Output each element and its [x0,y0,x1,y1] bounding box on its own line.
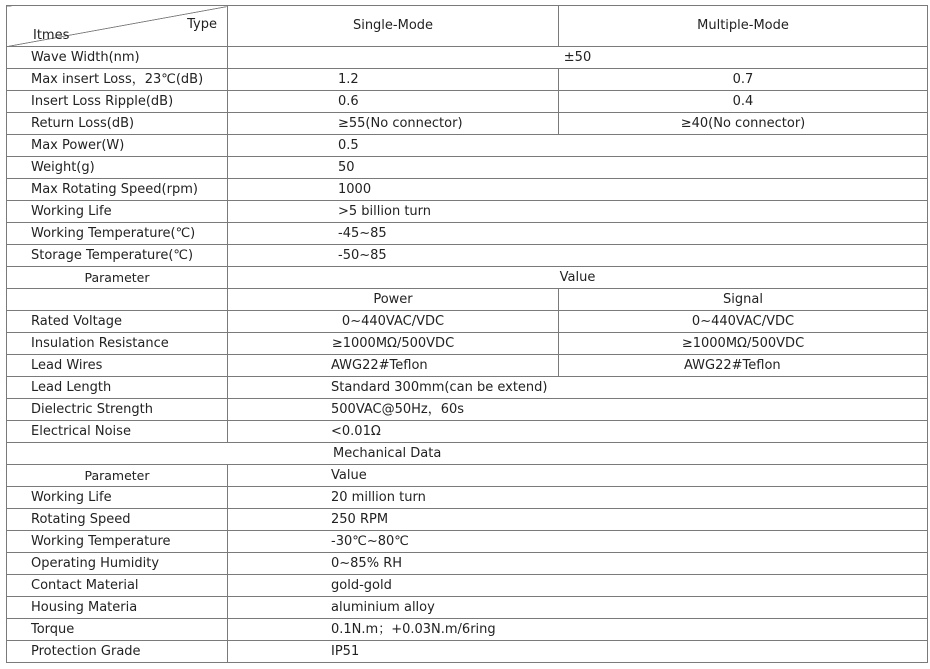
mechanical-section-title: Mechanical Data [7,443,928,465]
row-label: Max insert Loss，23℃(dB) [7,69,228,91]
table-row [7,179,928,201]
signal-value: ≥1000MΩ/500VDC [559,333,928,355]
single-mode-value: 1.2 [228,69,559,91]
row-label: Electrical Noise [7,421,228,443]
type-header-label: Type [187,17,217,32]
items-header-label: Itmes [33,28,70,43]
row-label: Wave Width(nm) [7,47,228,69]
row-value: IP51 [228,641,928,663]
row-value: Standard 300mm(can be extend) [228,377,928,399]
table-row [7,619,928,641]
row-label: Insert Loss Ripple(dB) [7,91,228,113]
multi-mode-header: Multiple-Mode [559,6,928,47]
table-row [7,333,928,355]
table-row [7,201,928,223]
electrical-subheader-row [7,289,928,311]
row-label: Protection Grade [7,641,228,663]
single-mode-value: ≥55(No connector) [228,113,559,135]
header-diagonal-cell [7,6,228,47]
multi-mode-value: 0.7 [559,69,928,91]
row-value: gold-gold [228,575,928,597]
row-value: -50~85 [228,245,928,267]
electrical-header-row [7,267,928,289]
table-row [7,311,928,333]
value-header: Value [228,267,928,289]
table-row [7,157,928,179]
spec-table-container [6,5,927,663]
table-row [7,91,928,113]
signal-value: AWG22#Teflon [559,355,928,377]
table-row [7,575,928,597]
table-row [7,641,928,663]
power-header: Power [228,289,559,311]
table-row [7,399,928,421]
row-value: 500VAC@50Hz，60s [228,399,928,421]
signal-header: Signal [559,289,928,311]
single-mode-value: 0.6 [228,91,559,113]
row-label: Housing Materia [7,597,228,619]
table-row [7,553,928,575]
mechanical-header-row [7,465,928,487]
row-label: Storage Temperature(℃) [7,245,228,267]
table-row [7,531,928,553]
table-row [7,113,928,135]
row-value: 50 [228,157,928,179]
row-label: Working Temperature [7,531,228,553]
row-label: Working Life [7,487,228,509]
row-label: Working Life [7,201,228,223]
table-header-row [7,6,928,47]
row-value: ±50 [228,47,928,69]
multi-mode-value: ≥40(No connector) [559,113,928,135]
row-value: aluminium alloy [228,597,928,619]
row-label: Rotating Speed [7,509,228,531]
table-row [7,421,928,443]
row-label: Lead Wires [7,355,228,377]
row-label: Working Temperature(℃) [7,223,228,245]
single-mode-header: Single-Mode [228,6,559,47]
row-label: Rated Voltage [7,311,228,333]
row-value: 20 million turn [228,487,928,509]
row-label: Torque [7,619,228,641]
row-label: Operating Humidity [7,553,228,575]
row-value: >5 billion turn [228,201,928,223]
row-value: -30℃~80℃ [228,531,928,553]
row-value: 0.1N.m；+0.03N.m/6ring [228,619,928,641]
table-row [7,223,928,245]
row-value: -45~85 [228,223,928,245]
signal-value: 0~440VAC/VDC [559,311,928,333]
table-row [7,135,928,157]
row-label: Contact Material [7,575,228,597]
row-label: Dielectric Strength [7,399,228,421]
specification-table [6,5,928,663]
power-value: AWG22#Teflon [228,355,559,377]
table-row [7,597,928,619]
table-row [7,509,928,531]
row-value: 250 RPM [228,509,928,531]
row-label: Weight(g) [7,157,228,179]
mechanical-title-row [7,443,928,465]
table-row [7,377,928,399]
row-label: Lead Length [7,377,228,399]
power-value: ≥1000MΩ/500VDC [228,333,559,355]
row-label: Return Loss(dB) [7,113,228,135]
value-header: Value [228,465,928,487]
row-label: Max Power(W) [7,135,228,157]
multi-mode-value: 0.4 [559,91,928,113]
table-row [7,69,928,91]
table-row [7,487,928,509]
power-value: 0~440VAC/VDC [228,311,559,333]
parameter-header: Parameter [7,267,228,289]
row-value: 0~85% RH [228,553,928,575]
parameter-header: Parameter [7,465,228,487]
table-row [7,355,928,377]
table-row [7,47,928,69]
row-value: 0.5 [228,135,928,157]
row-label: Max Rotating Speed(rpm) [7,179,228,201]
empty-cell [7,289,228,311]
row-label: Insulation Resistance [7,333,228,355]
row-value: <0.01Ω [228,421,928,443]
table-row [7,245,928,267]
row-value: 1000 [228,179,928,201]
